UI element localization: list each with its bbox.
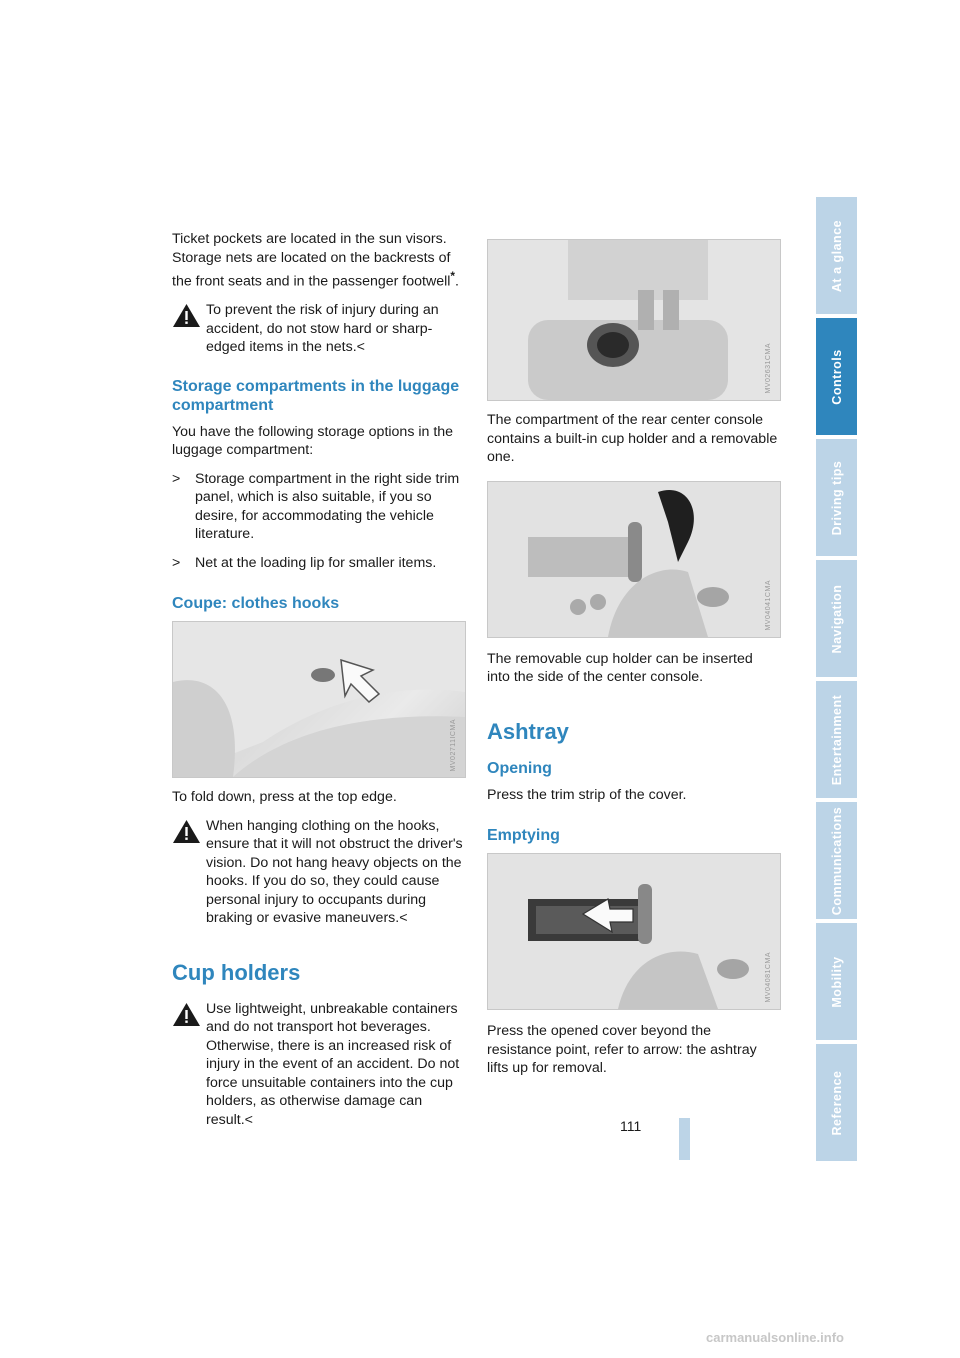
end-mark: <	[356, 339, 365, 356]
warning-triangle-icon	[172, 1002, 201, 1027]
cup-holder-text: The compartment of the rear center console contains a built-in cup holder and a removable one.	[487, 412, 778, 465]
emptying-text: Press the opened cover beyond the resistance point, refer to arrow: the ashtray lifts up for removal.	[487, 1023, 757, 1076]
warning-nets	[172, 301, 464, 357]
tab-at-a-glance[interactable]: At a glance	[816, 197, 857, 314]
fold-text: To fold down, press at the top edge.	[172, 789, 397, 806]
tab-driving-tips[interactable]: Driving tips	[816, 439, 857, 556]
heading-ashtray: Ashtray	[487, 718, 569, 744]
heading-luggage-storage: Storage compartments in the luggage compartment	[172, 377, 460, 414]
bullet-mark: >	[172, 470, 181, 487]
opening-text: Press the trim strip of the cover.	[487, 786, 687, 803]
bullet-mark: >	[172, 554, 181, 571]
image-code: MV02711ICMA	[449, 718, 457, 772]
bullet-text: Storage compartment in the right side trim panel, which is also suitable, if you so desire, for accommodating the vehicle literature.	[195, 470, 460, 543]
image-code: MV04081CMA	[764, 952, 772, 1003]
page-number: 111	[620, 1118, 642, 1134]
heading-clothes-hooks: Coupe: clothes hooks	[172, 595, 340, 613]
removable-cup-text: The removable cup holder can be inserted into the side of the center console.	[487, 650, 753, 685]
chapter-sidebar	[816, 197, 857, 1165]
page-number-bar	[679, 1118, 690, 1160]
image-code: MV04041CMA	[764, 579, 772, 631]
end-mark: <	[399, 910, 408, 927]
tab-mobility[interactable]: Mobility	[816, 923, 857, 1040]
intro-text: Ticket pockets are located in the sun visors. Storage nets are located on the backrests of the front seats and in the passenger footwell	[172, 231, 451, 290]
tab-controls[interactable]: Controls	[816, 318, 857, 435]
warning-cup-text: Use lightweight, unbreakable containers and do not transport hot beverages. Otherwise, there is an increased risk of injury in the event of an accident. Do not force unsuitable containers into the cup holders, as otherwise damage can result.	[206, 1000, 460, 1128]
watermark: carmanualsonline.info	[706, 1330, 844, 1345]
heading-cup-holders: Cup holders	[172, 959, 301, 985]
tab-navigation[interactable]: Navigation	[816, 560, 857, 677]
image-code: MV02631CMA	[764, 343, 772, 394]
left-column	[172, 230, 464, 1139]
bullet-text: Net at the loading lip for smaller items.	[195, 554, 437, 571]
option-star: *	[450, 269, 456, 283]
photo-removable-cupholder	[487, 481, 781, 638]
end-mark: <	[244, 1111, 253, 1128]
warning-cup-holders	[172, 1000, 464, 1130]
tab-reference[interactable]: Reference	[816, 1044, 857, 1161]
storage-intro: You have the following storage options in the luggage compartment:	[172, 423, 454, 459]
tab-communications[interactable]: Communications	[816, 802, 857, 919]
tab-entertainment[interactable]: Entertainment	[816, 681, 857, 798]
right-column	[487, 233, 779, 1088]
warning-hooks-text: When hanging clothing on the hooks, ensure that it will not obstruct the driver's vision. Do not hang heavy objects on the hooks. If you do so, they could cause personal injury to occupants during braking or evasive maneuvers.	[206, 817, 463, 927]
bullet-item	[172, 554, 464, 573]
photo-ashtray	[487, 853, 781, 1010]
intro-end: .	[455, 273, 459, 290]
bullet-item	[172, 470, 464, 544]
heading-emptying: Emptying	[487, 827, 560, 844]
warning-nets-text: To prevent the risk of injury during an accident, do not stow hard or sharp-edged items in the nets.	[206, 302, 439, 356]
photo-clothes-hook	[172, 621, 466, 778]
intro-paragraph	[172, 230, 464, 291]
warning-hooks	[172, 817, 464, 928]
warning-triangle-icon	[172, 303, 201, 328]
warning-triangle-icon	[172, 819, 201, 844]
heading-opening: Opening	[487, 759, 552, 777]
photo-rear-console-cupholder	[487, 239, 781, 401]
